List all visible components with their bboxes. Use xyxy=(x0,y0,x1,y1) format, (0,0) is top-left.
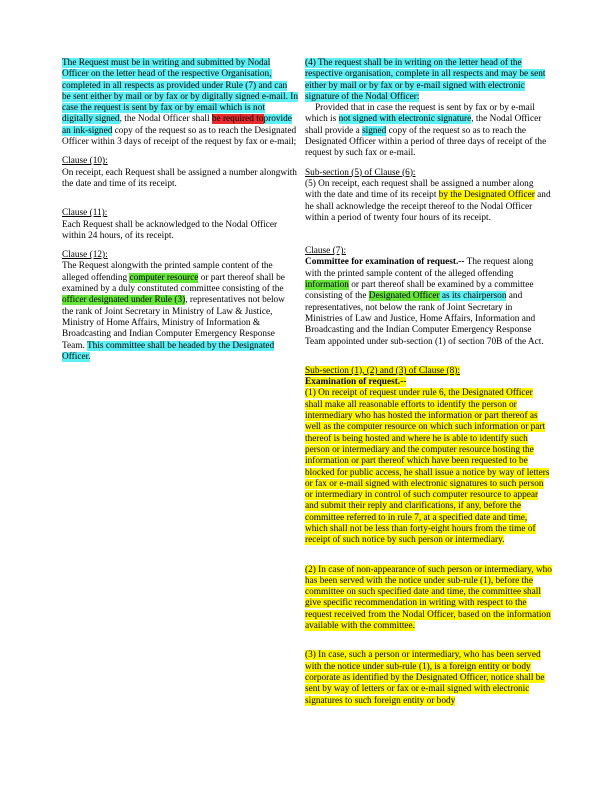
clause-7-title: Committee for examination of request.-- xyxy=(305,257,465,268)
clause-12-heading: Clause (12): xyxy=(62,250,108,261)
clause-7 xyxy=(305,246,552,348)
clause-7-heading: Clause (7): xyxy=(305,246,347,257)
text: copy of the request so as to reach the Designated Officer within a period of three days of receipt of the request by such fax or e-mail. xyxy=(305,125,547,159)
sub-section-5 xyxy=(305,168,552,224)
highlight-cyan: provide xyxy=(263,114,292,125)
highlight-cyan: as its chairperson xyxy=(439,291,507,302)
text: Provided that in case the request is sent by fax or by e-mail which is xyxy=(305,103,535,125)
sub-section-8-para-2: (2) In case of non-appearance of such person or intermediary, who has been served with the notice under sub-rule (1), before the committee on such specified date and time, the committee shall give specific recommendation in writing with respect to the request received from the Nodal Officer, based on the information available with the committee. xyxy=(305,564,552,632)
sub-section-5-heading: Sub-section (5) of Clause (6): xyxy=(305,167,416,178)
sub-section-8-para-3-block xyxy=(305,650,552,706)
right-paragraph-4 xyxy=(305,58,552,160)
highlight-cyan: The Request must be in writing and submitted by Nodal Officer on the letter head of the respective Organisation, completed in all respects as provided under Rule (7) and can be sent either by mail or by fax or by digitally signed e-mail. In case the request is sent by fax or by email which is not digitally signed xyxy=(62,58,298,125)
sub-section-8-para-1: (1) On receipt of request under rule 6, the Designated Officer shall make all reasonable efforts to identify the person or intermediary who has hosted the information or part thereof as well as the computer resource on which such information or part thereof is being hosted and where he is able to identify such person or intermediary and the computer resource hosting the information or part thereof which have been requested to be blocked for public access, he shall issue a notice by way of letters or fax or e-mail signed with electronic signatures to such person or intermediary in control of such computer resource to appear and submit their reply and clarifications, if any, before the committee referred to in rule 7, at a specified date and time, which shall not be less than forty-eight hours from the time of receipt of such notice by such person or intermediary. xyxy=(305,388,550,546)
highlight-cyan: an ink-signed xyxy=(62,125,113,136)
clause-11-text: Each Request shall be acknowledged to the Nodal Officer within 24 hours, of its receipt. xyxy=(62,219,278,241)
highlight-cyan: (4) The request shall be in writing on the letter head of the respective organisation, complete in all respects and may be sent either by mail or by fax or by e-mail signed with electronic signature of the Nodal Officer: xyxy=(305,58,546,102)
sub-section-8-para-3: (3) In case, such a person or intermediary, who has been served with the notice under sub-rule (1), is a foreign entity or body corporate as identified by the Designated Officer, notice shall be sent by way of letters or fax or e-mail signed with electronic signatures to such foreign entity or body xyxy=(305,650,545,706)
text: (5) On receipt, each request shall be assigned a number along with the date and time of its receipt xyxy=(305,178,534,201)
left-column xyxy=(62,58,298,371)
highlight-cyan: not signed with electronic signature xyxy=(338,114,472,125)
text: The Request alongwith the printed sample content of the alleged offending xyxy=(62,261,273,283)
sub-section-8-para-2-block xyxy=(305,565,552,633)
text: copy of the request so as to reach the Designated Officer within 3 days of receipt of the request by fax or e-mail; xyxy=(62,125,297,148)
clause-10-text: On receipt, each Request shall be assigned a number alongwith the date and time of its receipt. xyxy=(62,167,297,189)
highlight-yellow: by the Designated Officer xyxy=(438,190,535,201)
highlight-green: Designated Officer xyxy=(368,291,440,302)
highlight-green: information xyxy=(305,280,349,291)
highlight-cyan: signed xyxy=(362,125,387,136)
highlight-cyan: This committee shall be headed by the Designated Officer. xyxy=(62,340,275,362)
clause-10 xyxy=(62,156,298,190)
text: and he shall acknowledge the receipt thereof to the Nodal Officer within a period of twenty four hours of its receipt. xyxy=(305,190,551,223)
left-paragraph-request xyxy=(62,58,298,148)
sub-section-8-heading: Sub-section (1), (2) and (3) of Clause (8): xyxy=(305,365,460,376)
text: , the Nodal Officer shall xyxy=(119,114,212,125)
text: The request along with the printed sample content of the alleged offending xyxy=(305,257,534,279)
highlight-green: computer resource xyxy=(129,272,199,283)
clause-11-heading: Clause (11): xyxy=(62,208,108,219)
text: or part thereof shall be examined by a duly constituted committee consisting of the xyxy=(62,272,285,295)
text: and representatives, not below the rank of Joint Secretary in Ministries of Law and Justice, Home Affairs, Information and Broadcasting and the Indian Computer Emergency Response Team appointed under sub-section (1) of section 70B of the Act. xyxy=(305,291,544,347)
text: , the Nodal Officer shall provide a xyxy=(305,114,542,136)
highlight-green: officer designated under Rule (3) xyxy=(62,295,186,306)
text: , representatives not below the rank of Joint Secretary in Ministry of Law & Justice, Ministry of Home Affairs, Ministry of Information & Broadcasting and Indian Computer Emergency Response Team. xyxy=(62,295,285,351)
clause-12 xyxy=(62,250,298,363)
clause-11 xyxy=(62,208,298,242)
sub-section-8 xyxy=(305,366,552,547)
text: or part thereof shall be examined by a committee consisting of the xyxy=(305,280,534,302)
highlight-red: be required to xyxy=(211,114,264,125)
right-column xyxy=(305,58,552,715)
sub-section-8-title: Examination of request.-- xyxy=(305,377,407,388)
clause-10-heading: Clause (10): xyxy=(62,156,108,167)
